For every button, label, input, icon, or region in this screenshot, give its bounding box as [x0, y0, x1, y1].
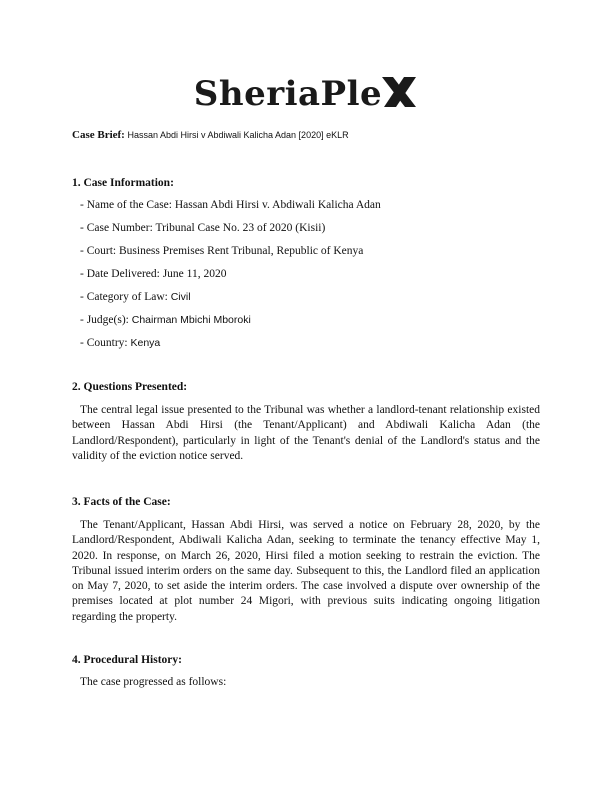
case-info-item: - Judge(s): Chairman Mbichi Mboroki: [80, 314, 251, 326]
case-info-item: - Date Delivered: June 11, 2020: [80, 268, 227, 280]
case-info-item: - Category of Law: Civil: [80, 291, 191, 303]
facts-text: The Tenant/Applicant, Hassan Abdi Hirsi, was served a notice on February 28, 2020, by the Landlord/Respondent, Abdiwali Kalicha Adan, seeking to terminate the tenancy effective May 1, 2020. In response, on March 26, 2020, Hirsi filed a motion seeking to restrain the eviction. The Tribunal issued interim orders on the same day. Subsequent to this, the Landlord filed an application on May 7, 2020, to set aside the interim orders. The case involved a dispute over ownership of the premises located at plot number 24 Migori, with previous suits indicating ongoing litigation regarding the property.: [72, 519, 540, 623]
section-heading-case-information: 1. Case Information:: [72, 177, 174, 189]
questions-presented-text: The central legal issue presented to the Tribunal was whether a landlord-tenant relationship existed between Hassan Abdi Hirsi (the Tenant/Applicant) and Abdiwali Kalicha Adan (the Landlord/Respondent), particularly in light of the Tenant's denial of the Landlord's status and the validity of the eviction notice served.: [72, 404, 540, 462]
section-heading-facts: 3. Facts of the Case:: [72, 496, 171, 508]
section-heading-questions-presented: 2. Questions Presented:: [72, 381, 188, 393]
section-heading-procedural-history: 4. Procedural History:: [72, 654, 182, 666]
case-info-item: - Court: Business Premises Rent Tribunal, Republic of Kenya: [80, 245, 364, 257]
case-info-item: - Name of the Case: Hassan Abdi Hirsi v. Abdiwali Kalicha Adan: [80, 199, 381, 211]
case-brief-label: Case Brief:: [72, 129, 125, 141]
case-info-item: - Case Number: Tribunal Case No. 23 of 2020 (Kisii): [80, 222, 326, 234]
sheriaplex-logo: [0, 74, 612, 124]
case-brief-line: [72, 129, 349, 141]
case-info-item: - Country: Kenya: [80, 337, 161, 349]
logo-text: SheriaPle: [193, 74, 383, 114]
procedural-history-lead: The case progressed as follows:: [80, 676, 227, 688]
x-mark-logo-icon: [380, 75, 418, 114]
case-brief-title: Hassan Abdi Hirsi v Abdiwali Kalicha Adan [2020] eKLR: [127, 130, 349, 140]
